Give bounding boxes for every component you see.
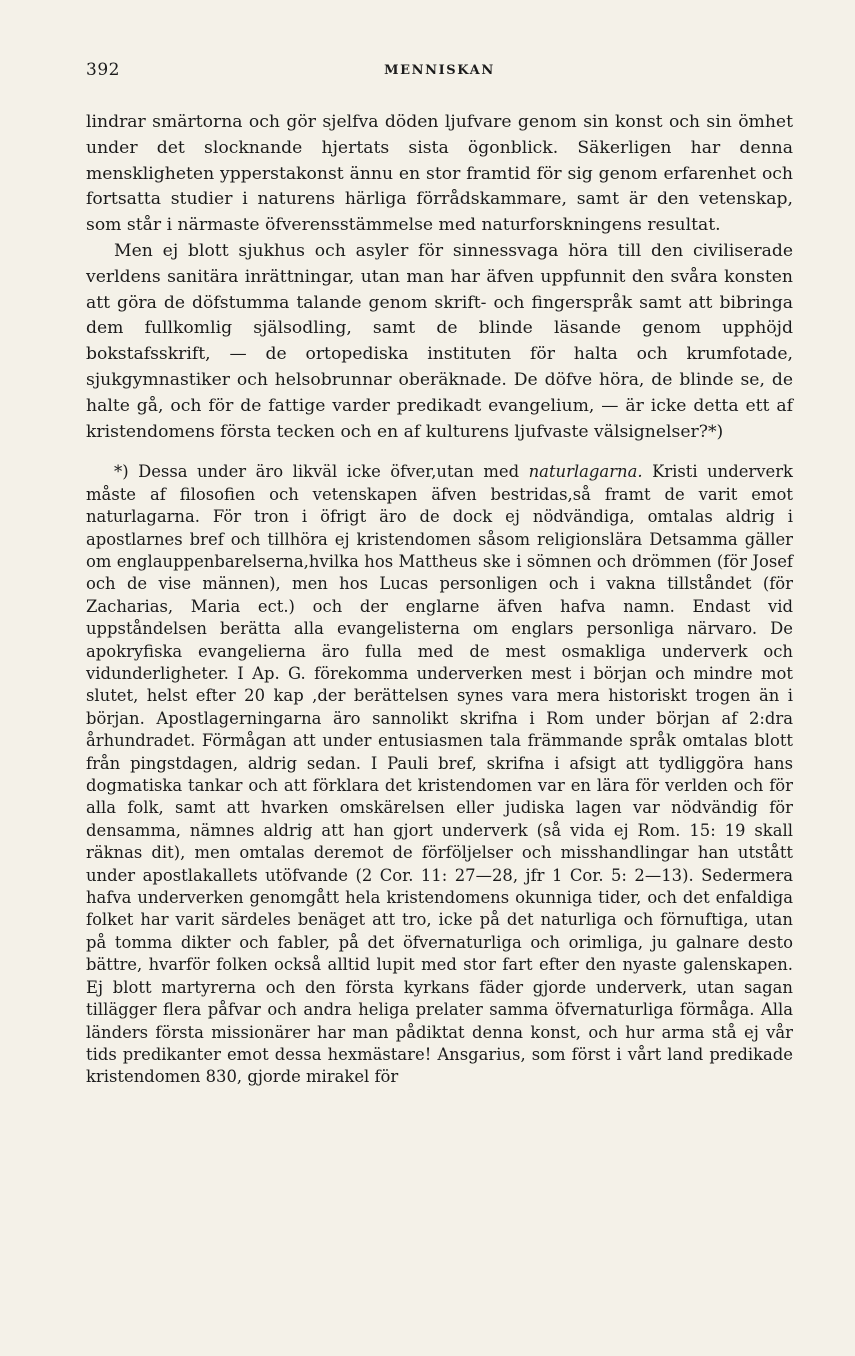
paragraph: Men ej blott sjukhus och asyler för sinnessvaga höra till den civiliserade verldens sanitära inrättningar, utan man har äfven uppfunnit den svåra konsten att göra de döfstumma talande genom skrift- och fingerspråk samt att bibringa dem fullkomlig själsodling, samt de blinde läsande genom upphöjd bokstafsskrift, — de ortopediska instituten för halta och krumfotade, sjukgymnastiker och helsobrunnar oberäknade. De döfve höra, de blinde se, de halte gå, och för de fattige varder predikadt evangelium, — är icke detta ett af kristendomens första tecken och en af kulturens ljufvaste välsignelser?*) [86, 240, 793, 442]
page-number: 392 [86, 60, 120, 80]
paragraph: lindrar smärtorna och gör sjelfva döden ljufvare genom sin konst och sin ömhet under det slocknande hjertats sista ögonblick. Säkerligen har denna menskligheten ypperstakonst ännu en stor framtid för sig genom erfarenhet och fortsatta studier i naturens härliga förrådskammare, samt är den vetenskap, som står i närmaste öfverensstämmelse med naturforskningens resultat. [86, 112, 793, 236]
footnote-intro: Dessa under äro likväl icke öfver,utan med [138, 462, 520, 482]
page-header [86, 58, 793, 88]
main-text [86, 110, 793, 445]
footnote-separator [86, 445, 793, 461]
running-title: MENNISKAN [384, 63, 495, 78]
footnote-text: Kristi underverk måste af filosofien och vetenskapen äfven bestridas,så framt de varit emot naturlagarna. För tron i öfrigt äro de dock ej nödvändiga, omtalas aldrig i apostlarnes bref och tillhöra ej kristendomen såsom religionslära Detsamma gäller om englauppenbarelserna,hvilka hos Mattheus ske i sömnen och drömmen (för Josef och de vise männen), men hos Lucas personligen och i vakna tillståndet (för Zacharias, Maria ect.) och der englarne äfven hafva namn. Endast vid uppståndelsen berätta alla evangelisterna om englars personliga närvaro. De apokryfiska evangelierna äro fulla med de mest osmakliga underverk och vidunderligheter. I Ap. G. förekomma underverken mest i början och mindre mot slutet, helst efter 20 kap ,der berättelsen synes vara mera historiskt trogen än i början. Apostlagerningarna äro sannolikt skrifna i Rom under början af 2:dra århundradet. Förmågan att under entusiasmen tala främmande språk omtalas blott från pingstdagen, aldrig sedan. I Pauli bref, skrifna i afsigt att tydliggöra hans dogmatiska tankar och att förklara det kristendomen var en lära för verlden och för alla folk, samt att hvarken omskärelsen eller judiska lagen var nödvändig för densamma, nämnes aldrig att han gjort underverk (så vida ej Rom. 15: 19 skall räknas dit), men omtalas deremot de förföljelser och misshandlingar han utstått under apostlakallets utöfvande (2 Cor. 11: 27—28, jfr 1 Cor. 5: 2—13). Sedermera hafva underverken genomgått hela kristendomens okunniga tider, och det enfaldiga folket har varit särdeles benäget att tro, icke på det naturliga och förnuftiga, utan på tomma dikter och fabler, på det öfvernaturliga och orimliga, ju galnare desto bättre, hvarför folken också alltid lupit med stor fart efter den nyaste galenskapen. Ej blott martyrerna och den första kyrkans fäder gjorde underverk, utan sagan tillägger flera påfvar och andra heliga prelater samma öfvernaturliga förmåga. Alla länders första missionärer har man pådiktat denna konst, och hur arma stå ej vår tids predikanter emot dessa hexmästare! Ansgarius, som först i vårt land predikade kristendomen 830, gjorde mirakel för [86, 462, 793, 1087]
footnote-emphasis: naturlagarna. [528, 462, 643, 482]
footnote [86, 461, 793, 1088]
footnote-marker: *) [114, 462, 129, 482]
